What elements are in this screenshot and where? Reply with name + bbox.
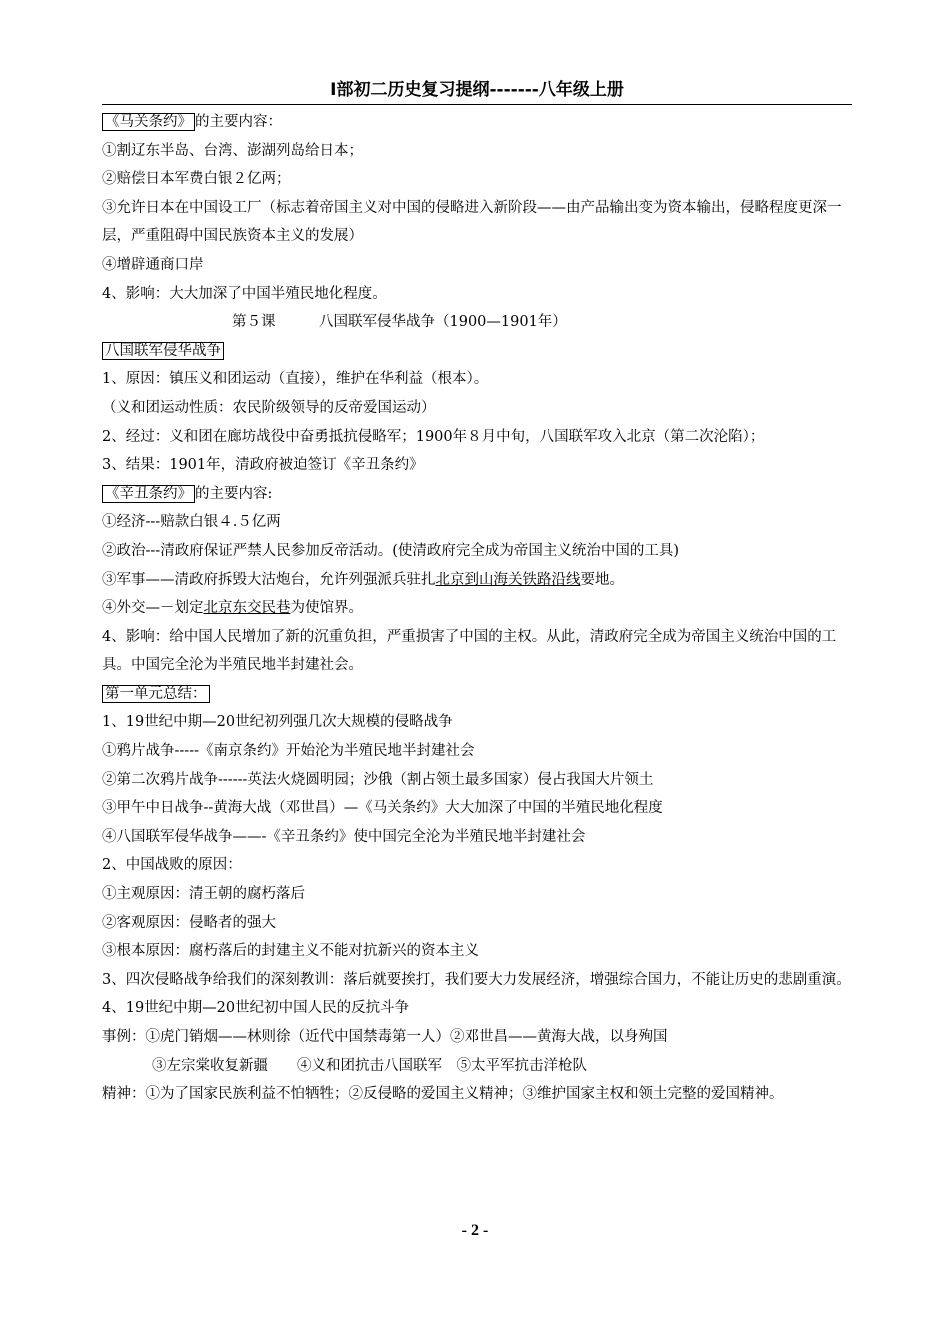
page-number: - 2 - bbox=[461, 1222, 489, 1239]
summary-examples-1: 事例：①虎门销烟——林则徐（近代中国禁毒第一人）②邓世昌——黄海大战，以身殉国 bbox=[102, 1029, 668, 1045]
document-body bbox=[102, 108, 852, 1109]
page-header bbox=[102, 78, 852, 105]
summary-title bbox=[102, 680, 852, 709]
xinchou-item-3-post: 要地。 bbox=[580, 571, 624, 588]
summary-line-2: ①鸦片战争-----《南京条约》开始沦为半殖民地半封建社会 bbox=[102, 743, 475, 760]
xinchou-impact: 4、影响：给中国人民增加了新的沉重负担，严重损害了中国的主权。从此，清政府完全成为帝国主义统治中国的工具。中国完全沦为半殖民地半封建社会。 bbox=[102, 628, 837, 674]
summary-spirit: 精神：①为了国家民族利益不怕牺牲；②反侵略的爱国主义精神；③维护国家主权和领土完整的爱国精神。 bbox=[102, 1086, 784, 1103]
summary-lesson: 3、四次侵略战争给我们的深刻教训：落后就要挨打，我们要大力发展经济，增强综合国力，不能让历史的悲剧重演。 bbox=[102, 971, 851, 988]
summary-line-1: 1、19世纪中期—20世纪初列强几次大规模的侵略战争 bbox=[102, 714, 453, 731]
xinchou-item-4-pre: ④外交—－划定 bbox=[102, 600, 204, 617]
maguan-impact: 4、影响：大大加深了中国半殖民地化程度。 bbox=[102, 285, 387, 302]
maguan-title-suffix: 的主要内容： bbox=[195, 114, 282, 130]
xinchou-item-2: ②政治---清政府保证严禁人民参加反帝活动。(使清政府完全成为帝国主义统治中国的工具) bbox=[102, 542, 680, 559]
xinchou-title bbox=[102, 480, 852, 509]
summary-line-4: ③甲午中日战争--黄海大战（邓世昌）—《马关条约》大大加深了中国的半殖民地化程度 bbox=[102, 800, 663, 817]
xinchou-title-suffix: 的主要内容: bbox=[195, 485, 273, 502]
summary-line-9: ③根本原因：腐朽落后的封建主义不能对抗新兴的资本主义 bbox=[102, 943, 479, 960]
summary-line-7: ①主观原因：清王朝的腐朽落后 bbox=[102, 886, 305, 903]
xinchou-title-boxed: 《辛丑条约》 bbox=[102, 485, 195, 503]
maguan-item-2: ②赔偿日本军费白银２亿两； bbox=[102, 171, 291, 188]
xinchou-item-3-underlined: 北京到山海关铁路沿线 bbox=[435, 571, 581, 588]
xinchou-item-3-pre: ③军事——清政府拆毁大沽炮台，允许列强派兵驻扎 bbox=[102, 571, 436, 588]
lesson5-title-boxed: 八国联军侵华战争 bbox=[102, 342, 224, 360]
lesson5-line-2: （义和团运动性质：农民阶级领导的反帝爱国运动） bbox=[102, 399, 436, 416]
xinchou-item-3 bbox=[102, 566, 852, 595]
maguan-title-boxed: 《马关条约》 bbox=[102, 113, 195, 131]
lesson5-line-1: 1、原因：镇压义和团运动（直接），维护在华利益（根本）。 bbox=[102, 371, 489, 388]
maguan-item-1: ①割辽东半岛、台湾、澎湖列岛给日本； bbox=[102, 142, 363, 159]
xinchou-item-4 bbox=[102, 594, 852, 623]
lesson5-line-3: 2、经过：义和团在廊坊战役中奋勇抵抗侵略军；1900年８月中旬，八国联军攻入北京（第二次沦陷）； bbox=[102, 428, 765, 445]
xinchou-item-4-post: 为使馆界。 bbox=[290, 600, 363, 617]
summary-line-3: ②第二次鸦片战争------英法火烧圆明园；沙俄（割占领土最多国家）侵占我国大片领土 bbox=[102, 771, 654, 788]
summary-line-6: 2、中国战败的原因： bbox=[102, 857, 242, 874]
summary-examples-2: ③左宗棠收复新疆 ④义和团抗击八国联军 ⑤太平军抗击洋枪队 bbox=[152, 1057, 587, 1074]
summary-title-boxed: 第一单元总结： bbox=[102, 685, 210, 703]
lesson5-line-4: 3、结果：1901年，清政府被迫签订《辛丑条约》 bbox=[102, 457, 424, 474]
summary-struggle-title: 4、19世纪中期—20世纪初中国人民的反抗斗争 bbox=[102, 1000, 410, 1017]
header-title: Ⅰ部初二历史复习提纲-------八年级上册 bbox=[330, 80, 624, 100]
maguan-item-3: ③允许日本在中国设工厂（标志着帝国主义对中国的侵略进入新阶段——由产品输出变为资本输出，侵略程度更深一层，严重阻碍中国民族资本主义的发展） bbox=[102, 199, 842, 245]
maguan-title bbox=[102, 108, 852, 137]
summary-line-5: ④八国联军侵华战争——-《辛丑条约》使中国完全沦为半殖民地半封建社会 bbox=[102, 828, 586, 845]
xinchou-item-1: ①经济---赔款白银４.５亿两 bbox=[102, 514, 281, 531]
xinchou-item-4-underlined: 北京东交民巷 bbox=[203, 600, 291, 617]
summary-line-8: ②客观原因：侵略者的强大 bbox=[102, 914, 276, 931]
lesson5-heading: 第５课 八国联军侵华战争（1900—1901年） bbox=[232, 314, 567, 331]
maguan-item-4: ④增辟通商口岸 bbox=[102, 256, 204, 273]
lesson5-title bbox=[102, 337, 852, 366]
